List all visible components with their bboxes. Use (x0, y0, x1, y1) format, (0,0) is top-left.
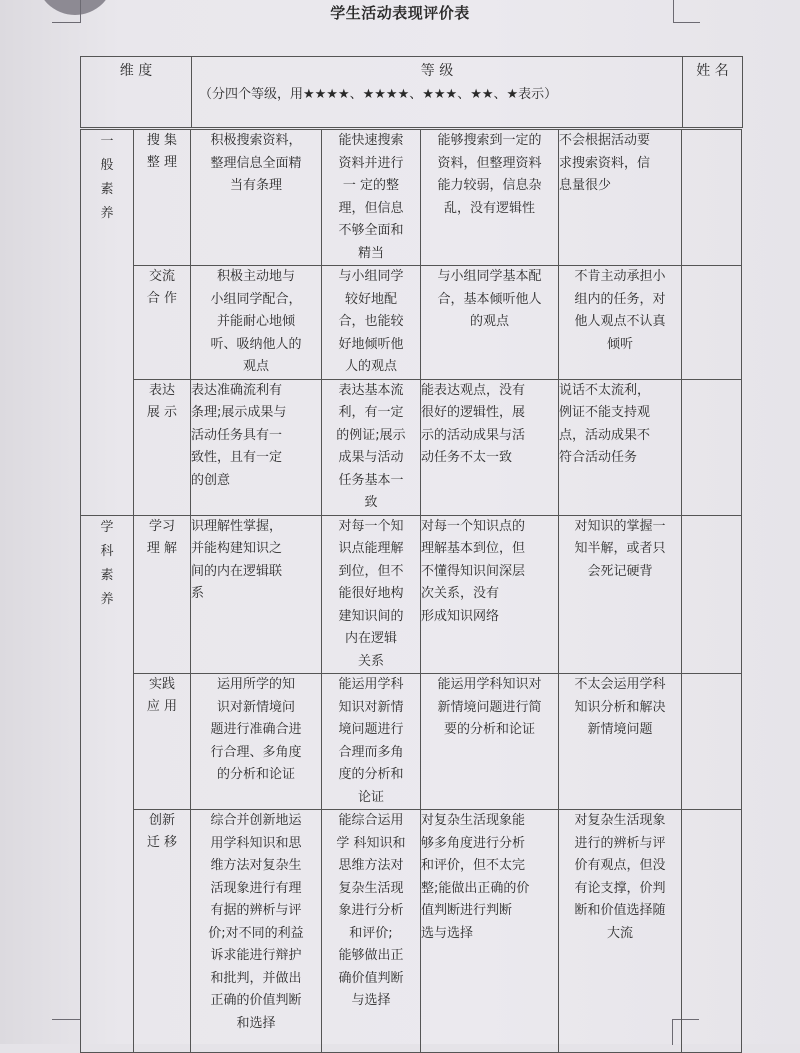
sub-dimension-cell (134, 810, 191, 1053)
category-cell (81, 130, 134, 516)
level-text-line: 新情境问题 (587, 722, 653, 737)
level-text-line: 会死记硬背 (587, 563, 653, 579)
level-text-line: 的分析和论证 (216, 767, 295, 782)
sub-dimension-label: 搜 集 (146, 133, 178, 148)
category-cell (81, 515, 134, 1053)
level-2-cell (322, 674, 421, 810)
table-row (81, 266, 742, 380)
level-text-line: 能表达观点，没有 (421, 382, 526, 398)
sub-dimension-label: 学习 (148, 518, 175, 534)
sub-dimension-label: 创新 (148, 813, 175, 828)
level-text-line: 能力较弱，信息杂 (437, 178, 542, 193)
level-text-line: 和批判，并做出 (210, 970, 302, 986)
level-text-line: 对每一个知 (338, 518, 404, 534)
level-text-line: 资料并进行 (338, 155, 404, 171)
level-text-line: 当有条理 (229, 178, 282, 193)
level-text-line: 不太会运用学科 (574, 677, 666, 692)
level-2-cell (322, 266, 421, 380)
level-text-line: 积极搜索资料， (210, 133, 302, 148)
level-text-line: 形成知识网络 (421, 608, 500, 624)
level-text-line: 复杂生活现 (338, 880, 404, 896)
sub-dimension-label: 应 用 (146, 699, 178, 714)
level-text-line: 并能耐心地倾 (216, 314, 295, 329)
level-text-line: 他人观点不认真 (574, 314, 666, 329)
level-text-line: 成果与活动 (338, 450, 404, 465)
level-text-line: 与小组同学 (338, 269, 404, 284)
level-1-cell (191, 674, 322, 810)
level-text-line: 次关系，没有 (421, 586, 500, 601)
level-text-line: 精当 (357, 245, 384, 261)
level-2-cell (322, 130, 421, 266)
level-text-line: 度的分析和 (338, 767, 404, 782)
level-text-line: 系 (191, 586, 205, 601)
level-text-line: 要的分析和论证 (443, 722, 535, 737)
level-text-line: 境问题进行 (338, 722, 404, 737)
level-text-line: 能综合运用 (338, 813, 404, 828)
level-text-line: 建知识间的 (338, 608, 404, 624)
sub-dimension-label: 交流 (148, 269, 175, 284)
level-text-line: 进行的辨析与评 (574, 835, 666, 851)
sub-dimension-label: 表达 (148, 382, 175, 398)
level-text-line: 资料，但整理资料 (437, 155, 542, 171)
level-text-line: 组内的任务，对 (574, 291, 666, 307)
level-text-line: 不懂得知识间深层 (421, 563, 526, 579)
level-text-line: 倾听 (606, 336, 633, 352)
level-text-line: 合，也能较 (338, 314, 404, 329)
level-text-line: 对复杂生活现象能 (421, 813, 526, 828)
header-level: 等 级 (420, 63, 454, 79)
level-text-line: 与选择 (351, 993, 391, 1008)
level-1-cell (191, 515, 322, 674)
level-text-line: 维方法对复杂生 (210, 858, 302, 873)
header-level-note: （分四个等级，用★★★★、★★★★、★★★、★★、★表示） (199, 87, 558, 102)
level-text-line: 任务基本一 (338, 472, 404, 488)
level-4-cell (559, 379, 682, 515)
level-text-line: 学 科知识和 (336, 835, 406, 851)
level-3-cell (421, 130, 559, 266)
level-text-line: 和评价; (349, 925, 393, 941)
level-text-line: 值判断进行判断 (421, 903, 513, 918)
level-text-line: 题进行准确合进 (210, 722, 302, 737)
level-text-line: 不够全面和 (338, 223, 404, 238)
level-text-line: 对复杂生活现象 (574, 813, 666, 828)
level-text-line: 够多角度进行分析 (421, 835, 526, 851)
level-text-line: 整理信息全面精 (210, 155, 302, 171)
table-header (80, 56, 743, 128)
crop-mark-top-left (52, 0, 81, 23)
level-text-line: 和评价，但不太完 (421, 858, 526, 873)
level-text-line: 利，有一定 (338, 405, 404, 420)
level-text-line: 和选择 (236, 1015, 276, 1031)
level-text-line: 用学科知识和思 (210, 835, 302, 851)
level-text-line: 论证 (357, 789, 384, 805)
level-text-line: 致 (364, 495, 378, 510)
sub-dimension-label: 合 作 (146, 291, 178, 306)
level-text-line: 大流 (606, 925, 633, 941)
level-3-cell (421, 515, 559, 674)
level-text-line: 的观点 (469, 314, 509, 329)
level-text-line: 的创意 (191, 472, 231, 488)
level-text-line: 价;对不同的利益 (208, 925, 304, 941)
level-text-line: 对知识的掌握一 (574, 518, 666, 534)
level-1-cell (191, 810, 322, 1053)
level-1-cell (191, 266, 322, 380)
level-text-line: 能运用学科 (338, 677, 404, 692)
level-text-line: 整;能做出正确的价 (421, 880, 530, 896)
name-cell[interactable] (682, 379, 742, 515)
level-1-cell (191, 130, 322, 266)
level-text-line: 好地倾听他 (338, 336, 404, 352)
level-4-cell (559, 810, 682, 1053)
level-text-line: 动任务不太一致 (421, 450, 513, 465)
level-text-line: 价有观点，但没 (574, 858, 666, 873)
category-label: 学科素养 (100, 519, 114, 607)
level-text-line: 较好地配 (344, 291, 397, 307)
level-text-line: 运用所学的知 (216, 677, 295, 692)
sub-dimension-cell (134, 515, 191, 674)
level-text-line: 说话不太流利， (559, 382, 651, 398)
level-text-line: 内在逻辑 (344, 631, 397, 646)
level-text-line: 识理解性掌握， (191, 518, 283, 534)
level-text-line: 表达准确流利有 (191, 382, 283, 398)
level-text-line: 点，活动成果不 (559, 427, 651, 443)
level-4-cell (559, 515, 682, 674)
level-4-cell (559, 266, 682, 380)
level-2-cell (322, 810, 421, 1053)
sub-dimension-label: 展 示 (146, 404, 178, 420)
level-text-line: 求搜索资料，信 (559, 155, 651, 171)
level-text-line: 活动任务具有一 (191, 427, 283, 443)
header-dimension: 维 度 (119, 63, 153, 79)
level-text-line: 到位，但不 (338, 563, 404, 579)
level-text-line: 不会根据活动要 (559, 133, 651, 148)
level-text-line: 知识分析和解决 (574, 699, 666, 715)
crop-mark-top-right (673, 0, 700, 23)
sub-dimension-label: 迁 移 (146, 835, 178, 850)
level-text-line: 能很好地构 (338, 586, 404, 601)
level-text-line: 理解基本到位，但 (421, 541, 526, 556)
level-text-line: 不肯主动承担小 (574, 269, 666, 284)
header-name: 姓 名 (696, 63, 729, 79)
level-text-line: 能快速搜索 (338, 133, 404, 148)
level-2-cell (322, 515, 421, 674)
sub-dimension-label: 实践 (148, 677, 175, 692)
level-1-cell (191, 379, 322, 515)
page-title: 学生活动表现评价表 (330, 4, 470, 22)
table-row (81, 674, 742, 810)
level-3-cell (421, 674, 559, 810)
level-text-line: 很好的逻辑性，展 (421, 405, 526, 420)
level-text-line: 综合并创新地运 (210, 813, 302, 828)
table-row (81, 379, 742, 515)
level-text-line: 新情境问题进行简 (437, 699, 542, 715)
level-text-line: 有论支撑，价判 (574, 880, 666, 896)
level-text-line: 行合理、多角度 (210, 744, 302, 760)
sub-dimension-cell (134, 379, 191, 515)
level-text-line: 选与选择 (421, 925, 474, 941)
table-row (81, 130, 742, 266)
table-row (81, 810, 742, 1053)
level-text-line: 合，基本倾听他人 (437, 291, 542, 307)
name-cell[interactable] (682, 266, 742, 380)
name-cell[interactable] (682, 810, 742, 1053)
level-text-line: 正确的价值判断 (210, 993, 302, 1008)
level-text-line: 知识对新情 (338, 699, 404, 715)
level-text-line: 条理;展示成果与 (191, 405, 287, 420)
level-text-line: 与小组同学基本配 (437, 269, 542, 284)
table-row (81, 515, 742, 674)
sub-dimension-cell (134, 674, 191, 810)
level-text-line: 诉求能进行辩护 (210, 948, 302, 963)
level-text-line: 识点能理解 (338, 541, 404, 556)
level-text-line: 小组同学配合， (210, 291, 302, 307)
level-text-line: 并能构建知识之 (191, 541, 283, 556)
level-text-line: 的例证;展示 (336, 427, 406, 443)
level-text-line: 思维方法对 (338, 858, 404, 873)
level-3-cell (421, 379, 559, 515)
level-text-line: 表达基本流 (338, 382, 404, 398)
level-text-line: 致性，且有一定 (191, 450, 283, 465)
level-text-line: 乱，没有逻辑性 (443, 200, 535, 216)
level-text-line: 示的活动成果与活 (421, 427, 526, 443)
level-text-line: 确价值判断 (338, 970, 404, 986)
level-3-cell (421, 266, 559, 380)
name-cell[interactable] (682, 674, 742, 810)
evaluation-table (80, 129, 742, 1053)
level-4-cell (559, 674, 682, 810)
crop-mark-bottom-left (52, 1019, 81, 1045)
name-cell[interactable] (682, 130, 742, 266)
level-text-line: 活现象进行有理 (210, 880, 302, 896)
level-text-line: 息量很少 (559, 178, 612, 193)
sub-dimension-cell (134, 266, 191, 380)
level-text-line: 例证不能支持观 (559, 405, 651, 420)
level-text-line: 观点 (242, 359, 269, 374)
level-text-line: 合理而多角 (338, 744, 404, 760)
level-text-line: 断和价值选择随 (574, 903, 666, 918)
level-text-line: 人的观点 (344, 359, 397, 374)
name-cell[interactable] (682, 515, 742, 674)
level-text-line: 符合活动任务 (559, 450, 638, 465)
level-2-cell (322, 379, 421, 515)
level-text-line: 有据的辨析与评 (210, 903, 302, 918)
sub-dimension-label: 理 解 (146, 540, 178, 556)
level-text-line: 关系 (357, 653, 384, 669)
level-3-cell (421, 810, 559, 1053)
level-text-line: 一 定的整 (342, 178, 400, 193)
level-text-line: 知半解，或者只 (574, 541, 666, 556)
level-text-line: 理，但信息 (338, 200, 404, 216)
level-text-line: 识对新情境问 (216, 699, 295, 715)
level-text-line: 能够做出正 (338, 948, 404, 963)
level-text-line: 听、吸纳他人的 (210, 336, 302, 352)
level-text-line: 能够搜索到一定的 (437, 133, 542, 148)
category-label: 一般素养 (100, 134, 114, 221)
level-text-line: 间的内在逻辑联 (191, 563, 283, 579)
sub-dimension-label: 整 理 (146, 155, 178, 170)
level-text-line: 积极主动地与 (216, 269, 295, 284)
level-text-line: 对每一个知识点的 (421, 518, 526, 534)
level-text-line: 象进行分析 (338, 903, 404, 918)
sub-dimension-cell (134, 130, 191, 266)
level-4-cell (559, 130, 682, 266)
level-text-line: 能运用学科知识对 (437, 677, 542, 692)
